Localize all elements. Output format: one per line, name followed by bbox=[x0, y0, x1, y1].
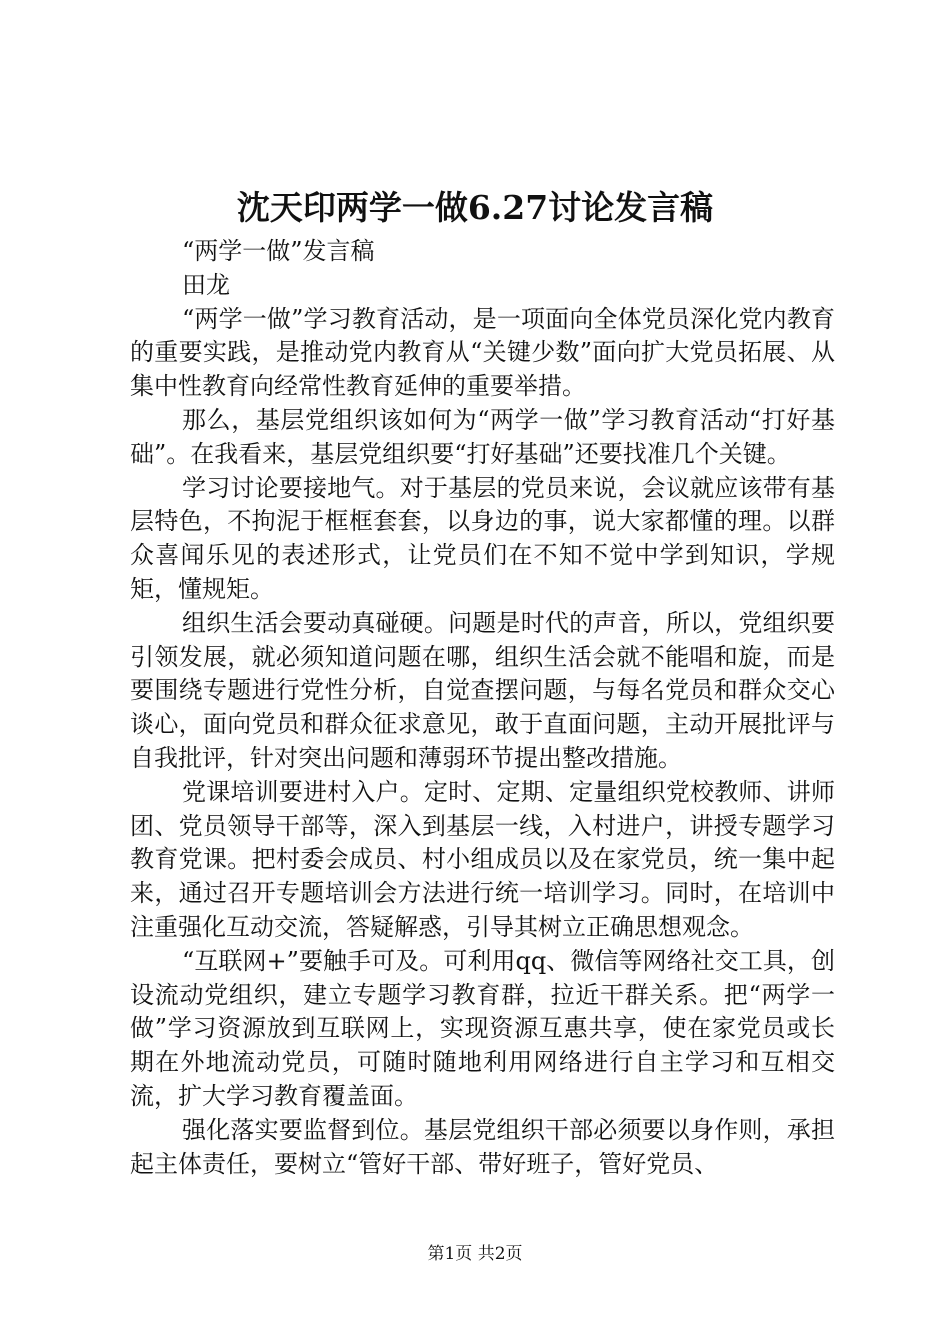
document-body bbox=[130, 235, 835, 1181]
document-subtitle: “两学一做”发言稿 bbox=[182, 237, 375, 265]
paragraph: “两学一做”学习教育活动，是一项面向全体党员深化党内教育的重要实践，是推动党内教育从“关键少数”面向扩大党员拓展、从集中性教育向经常性教育延伸的重要举措。 bbox=[130, 304, 835, 401]
paragraph: “互联网+”要触手可及。可利用qq、微信等网络社交工具，创设流动党组织，建立专题学习教育群，拉近干群关系。把“两学一做”学习资源放到互联网上，实现资源互惠共享，使在家党员或长期在外地流动党员，可随时随地利用网络进行自主学习和互相交流，扩大学习教育覆盖面。 bbox=[130, 946, 835, 1110]
paragraph: 那么，基层党组织该如何为“两学一做”学习教育活动“打好基础”。在我看来，基层党组织要“打好基础”还要找准几个关键。 bbox=[130, 405, 835, 468]
paragraph: 党课培训要进村入户。定时、定期、定量组织党校教师、讲师团、党员领导干部等，深入到基层一线，入村进户，讲授专题学习教育党课。把村委会成员、村小组成员以及在家党员，统一集中起来，通过召开专题培训会方法进行统一培训学习。同时，在培训中注重强化互动交流，答疑解惑，引导其树立正确思想观念。 bbox=[130, 777, 835, 941]
document-author: 田龙 bbox=[182, 270, 230, 299]
paragraph: 组织生活会要动真碰硬。问题是时代的声音，所以，党组织要引领发展，就必须知道问题在哪，组织生活会就不能唱和旋，而是要围绕专题进行党性分析，自觉查摆问题，与每名党员和群众交心谈心，面向党员和群众征求意见，敢于直面问题，主动开展批评与自我批评，针对突出问题和薄弱环节提出整改措施。 bbox=[130, 608, 835, 772]
page-number: 第1页 共2页 bbox=[427, 1244, 523, 1264]
paragraph: 学习讨论要接地气。对于基层的党员来说，会议就应该带有基层特色，不拘泥于框框套套，以身边的事，说大家都懂的理。以群众喜闻乐见的表述形式，让党员们在不知不觉中学到知识，学规矩，懂规矩。 bbox=[130, 473, 835, 603]
paragraph: 强化落实要监督到位。基层党组织干部必须要以身作则，承担起主体责任，要树立“管好干部、带好班子，管好党员、 bbox=[130, 1115, 835, 1178]
document-title: 沈天印两学一做6.27讨论发言稿 bbox=[236, 188, 714, 227]
